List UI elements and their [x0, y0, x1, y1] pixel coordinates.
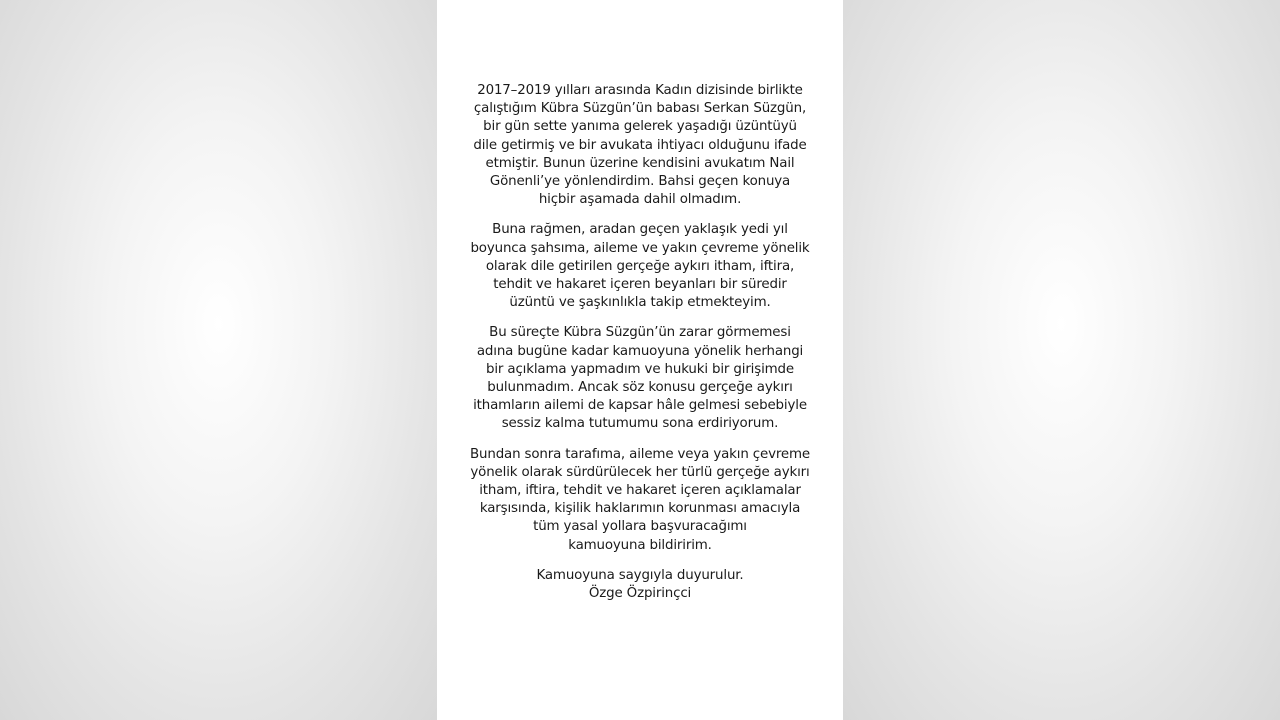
signature: Özge Özpirinçci — [588, 586, 692, 602]
statement-paragraph-3 — [455, 324, 825, 433]
statement-paragraph-4 — [455, 446, 825, 555]
paragraph-line: Gönenli’ye yönlendirdim. Bahsi geçen konuya — [489, 174, 791, 190]
statement-closing — [455, 567, 825, 603]
paragraph-line: bir açıklama yapmadım ve hukuki bir girişimde — [486, 361, 794, 377]
paragraph-line: üzüntü ve şaşkınlıkla takip etmekteyim. — [509, 295, 771, 311]
paragraph-line: kamuoyuna bildiririm. — [568, 537, 712, 553]
paragraph-line: adına bugüne kadar kamuoyuna yönelik herhangi — [476, 343, 804, 359]
paragraph-line: bulunmadım. Ancak söz konusu gerçeğe aykırı — [487, 380, 793, 396]
paragraph-line: tüm yasal yollara başvuracağımı — [533, 519, 747, 535]
paragraph-line: tehdit ve hakaret içeren beyanları bir süredir — [493, 277, 787, 293]
paragraph-line: etmiştir. Bunun üzerine kendisini avukatım Nail — [485, 155, 795, 171]
statement-paragraph-2 — [455, 221, 825, 312]
paragraph-line: boyunca şahsıma, aileme ve yakın çevreme yönelik — [470, 240, 810, 256]
paragraph-line: dile getirmiş ve bir avukata ihtiyacı olduğunu ifade — [473, 137, 807, 153]
paragraph-line: ithamların ailemi de kapsar hâle gelmesi sebebiyle — [473, 398, 807, 414]
paragraph-line: itham, iftira, tehdit ve hakaret içeren açıklamalar — [479, 483, 801, 499]
paragraph-line: sessiz kalma tutumumu sona erdiriyorum. — [501, 416, 779, 432]
paragraph-line: çalıştığım Kübra Süzgün’ün babası Serkan Süzgün, — [473, 101, 807, 117]
paragraph-line: bir gün sette yanıma gelerek yaşadığı üzüntüyü — [483, 119, 797, 135]
paragraph-line: karşısında, kişilik haklarımın korunması amacıyla — [479, 501, 801, 517]
paragraph-line: yönelik olarak sürdürülecek her türlü gerçeğe aykırı — [470, 464, 810, 480]
blurred-background-left — [0, 0, 437, 720]
blurred-background-right — [843, 0, 1280, 720]
paragraph-line: hiçbir aşamada dahil olmadım. — [538, 192, 742, 208]
paragraph-line: Bundan sonra tarafıma, aileme veya yakın çevreme — [470, 446, 810, 462]
closing-line: Kamuoyuna saygıyla duyurulur. — [536, 567, 744, 583]
statement-document — [437, 0, 843, 720]
statement-paragraph-1 — [455, 82, 825, 209]
paragraph-line: 2017–2019 yılları arasında Kadın dizisinde birlikte — [477, 83, 803, 98]
paragraph-line: olarak dile getirilen gerçeğe aykırı itham, iftira, — [485, 258, 795, 274]
paragraph-line: Bu süreçte Kübra Süzgün’ün zarar görmemesi — [489, 325, 791, 341]
paragraph-line: Buna rağmen, aradan geçen yaklaşık yedi yıl — [492, 222, 788, 238]
